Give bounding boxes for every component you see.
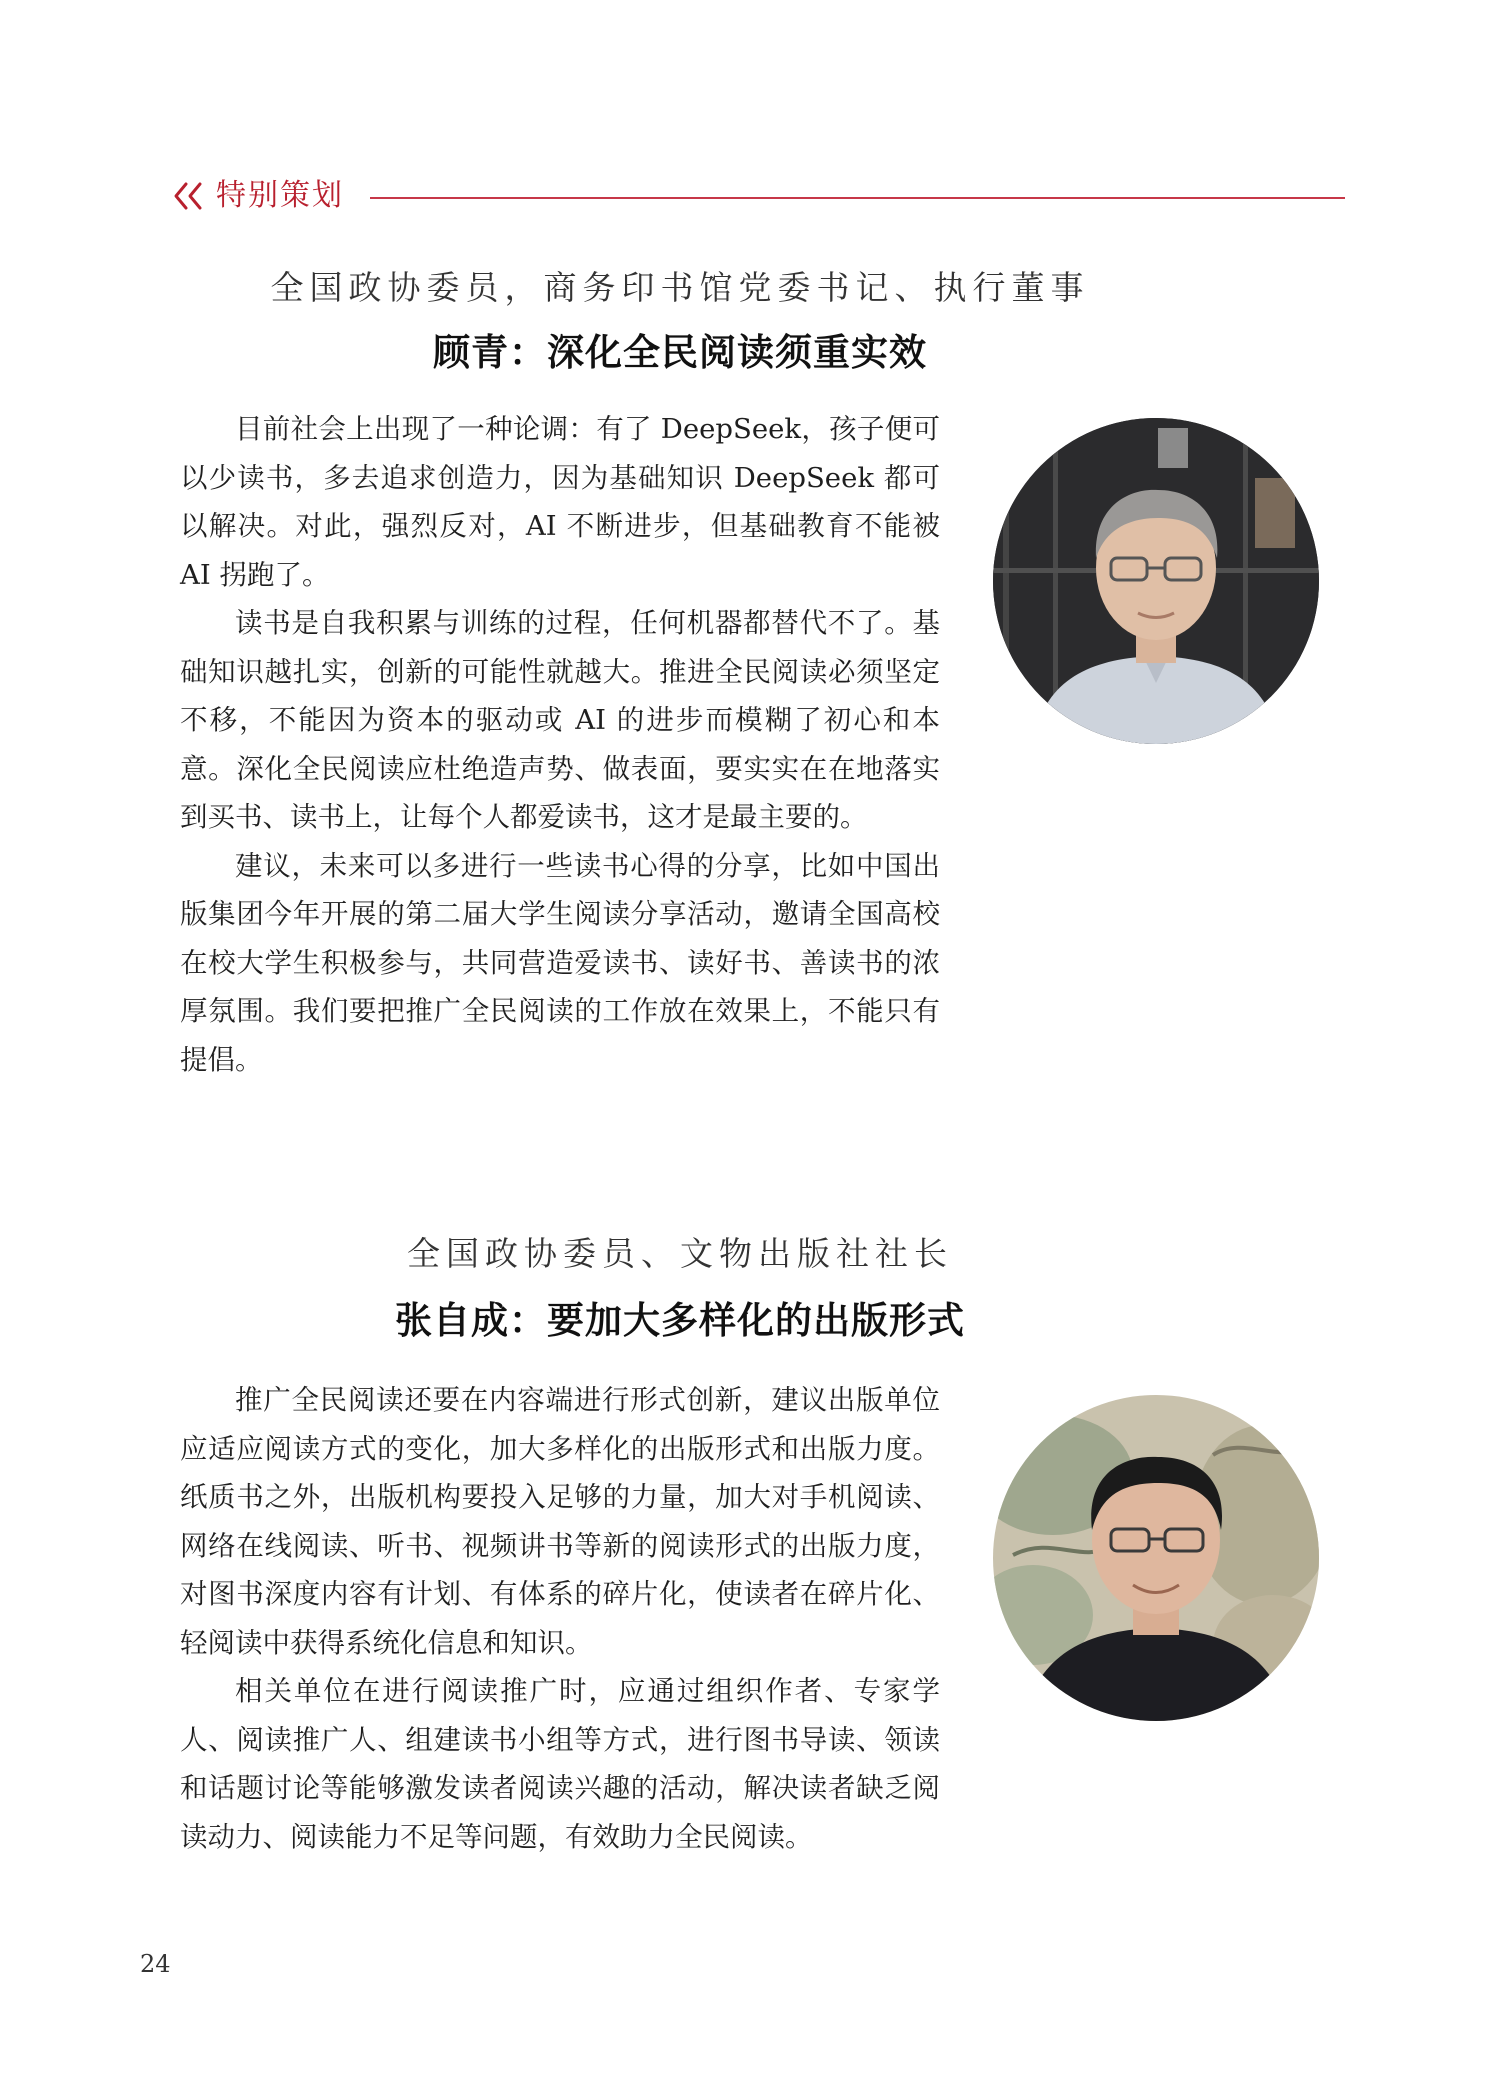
article-2-paragraph-2: 相关单位在进行阅读推广时，应通过组织作者、专家学人、阅读推广人、组建读书小组等方式，进行图书导读、领读和话题讨论等能够激发读者阅读兴趣的活动，解决读者缺乏阅读动力、阅读能力不足等问题，有效助力全民阅读。 — [180, 1675, 940, 1853]
page-number: 24 — [140, 1950, 171, 1978]
article-1-headline: 顾青：深化全民阅读须重实效 — [433, 331, 927, 374]
portrait-zhang-zicheng — [993, 1395, 1319, 1721]
section-label: 特别策划 — [216, 178, 344, 213]
person-portrait-icon — [993, 1395, 1319, 1721]
article-1-paragraph-2: 读书是自我积累与训练的过程，任何机器都替代不了。基础知识越扎实，创新的可能性就越大。推进全民阅读必须坚定不移，不能因为资本的驱动或 AI 的进步而模糊了初心和本意。深化全民阅读应杜绝造声势、做表面，要实实在在地落实到买书、读书上，让每个人都爱读书，这才是最主要的。 — [180, 607, 940, 833]
header-divider — [370, 197, 1345, 199]
article-2-paragraph-1: 推广全民阅读还要在内容端进行形式创新，建议出版单位应适应阅读方式的变化，加大多样化的出版形式和出版力度。纸质书之外，出版机构要投入足够的力量，加大对手机阅读、网络在线阅读、听书、视频讲书等新的阅读形式的出版力度，对图书深度内容有计划、有体系的碎片化，使读者在碎片化、轻阅读中获得系统化信息和知识。 — [180, 1384, 940, 1659]
person-portrait-icon — [993, 418, 1319, 744]
section-header — [170, 176, 1345, 216]
article-1-role: 全国政协委员，商务印书馆党委书记、执行董事 — [270, 268, 1090, 307]
portrait-gu-qing — [993, 418, 1319, 744]
article-2-headline: 张自成：要加大多样化的出版形式 — [395, 1299, 965, 1342]
article-2-body — [180, 1376, 940, 1861]
article-1-body — [180, 405, 940, 1084]
article-2-role: 全国政协委员、文物出版社社长 — [407, 1234, 953, 1273]
article-1-paragraph-1: 目前社会上出现了一种论调：有了 DeepSeek，孩子便可以少读书，多去追求创造力，因为基础知识 DeepSeek 都可以解决。对此，强烈反对，AI 不断进步，但基础教育不能被 AI 拐跑了。 — [180, 413, 940, 591]
article-1-paragraph-3: 建议，未来可以多进行一些读书心得的分享，比如中国出版集团今年开展的第二届大学生阅读分享活动，邀请全国高校在校大学生积极参与，共同营造爱读书、读好书、善读书的浓厚氛围。我们要把推广全民阅读的工作放在效果上，不能只有提倡。 — [180, 849, 940, 1076]
double-chevron-left-icon — [170, 176, 210, 216]
